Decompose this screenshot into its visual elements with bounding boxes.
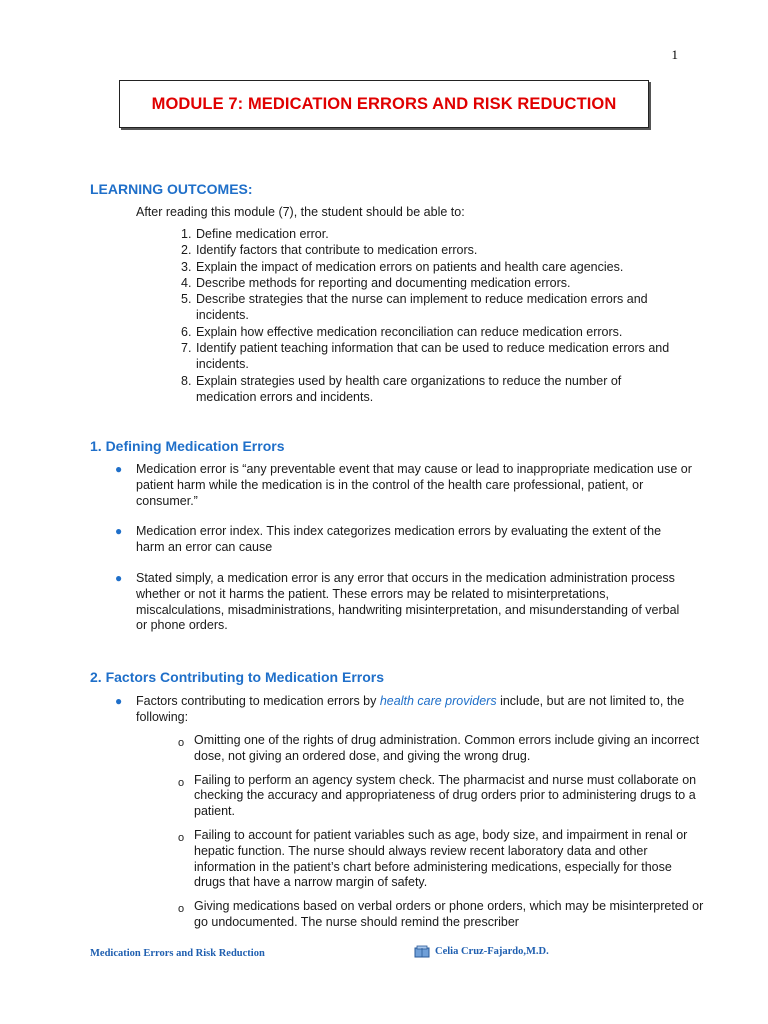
learning-outcomes-list	[181, 226, 681, 405]
circle-bullet-icon: o	[178, 776, 185, 789]
outcome-item	[181, 291, 681, 324]
bullet-item	[112, 462, 692, 509]
outcome-item	[181, 324, 681, 340]
outcome-text: Define medication error.	[196, 227, 329, 241]
circle-bullet-icon: o	[178, 831, 185, 844]
book-icon	[414, 945, 430, 958]
outcome-text: Explain how effective medication reconciliation can reduce medication errors.	[196, 324, 623, 339]
bullet-item	[112, 524, 692, 556]
sub-item-text: Omitting one of the rights of drug administration. Common errors include giving an incorrect dose, not giving an ordered dose, and giving the wrong drug.	[194, 733, 700, 763]
footer-module-title: Medication Errors and Risk Reduction	[90, 948, 265, 959]
outcome-text: Explain the impact of medication errors on patients and health care agencies.	[196, 259, 624, 274]
outcome-text: Identify factors that contribute to medication errors.	[196, 243, 478, 258]
outcome-item	[181, 242, 681, 258]
outcome-text: Identify patient teaching information that can be used to reduce medication errors and incidents.	[196, 341, 670, 372]
bullet-text: Stated simply, a medication error is any error that occurs in the medication administration process whether or not it harms the patient. These errors may be related to misinterpretations, miscalculations, misadministrations, handwriting misinterpretation, and misunderstanding of verbal or phone orders.	[136, 570, 680, 633]
bullet-text-start: Factors contributing to medication errors by	[136, 694, 380, 708]
section-2-heading: 2. Factors Contributing to Medication Errors	[90, 669, 385, 685]
bullet-text: Medication error index. This index categorizes medication errors by evaluating the extent of the harm an error can cause	[136, 524, 662, 555]
outcome-number: 4.	[181, 275, 192, 290]
outcome-text: Describe methods for reporting and documenting medication errors.	[196, 275, 571, 290]
outcome-number: 6.	[181, 324, 192, 339]
sub-item	[176, 828, 706, 891]
sub-item	[176, 899, 706, 931]
bullet-item	[112, 571, 692, 634]
bullet-icon: ●	[115, 570, 123, 585]
section-2-sub-list	[176, 733, 706, 939]
outcome-item	[181, 226, 681, 242]
outcome-number: 8.	[181, 373, 192, 388]
circle-bullet-icon: o	[178, 903, 185, 916]
footer-author-name: Celia Cruz-Fajardo,M.D.	[435, 946, 549, 957]
outcome-text: Explain strategies used by health care organizations to reduce the number of medication errors and incidents.	[196, 373, 622, 404]
page-number: 1	[671, 47, 678, 62]
health-care-providers-link[interactable]: health care providers	[379, 694, 497, 708]
sub-item-text: Failing to perform an agency system check. The pharmacist and nurse must collaborate on checking the accuracy and appropriateness of drug orders prior to administering drugs to a patient.	[194, 772, 697, 819]
outcome-number: 5.	[181, 292, 192, 307]
sub-item-text: Failing to account for patient variables such as age, body size, and impairment in renal or hepatic function. The nurse should always review recent laboratory data and other information in the patient’s chart before administering medications, especially for those drugs that have a narrow margin of safety.	[194, 827, 688, 890]
sub-item-text: Giving medications based on verbal orders or phone orders, which may be misinterpreted or go undocumented. The nurse should remind the prescriber	[194, 899, 704, 929]
outcome-number: 3.	[181, 259, 192, 274]
page-title: MODULE 7: MEDICATION ERRORS AND RISK REDUCTION	[151, 94, 617, 113]
learning-outcomes-intro: After reading this module (7), the student should be able to:	[136, 205, 465, 219]
section-1-heading: 1. Defining Medication Errors	[90, 438, 285, 454]
bullet-text-end: include, but are not limited to, the following:	[136, 694, 685, 724]
bullet-item	[112, 694, 692, 726]
bullet-text: Medication error is “any preventable event that may cause or lead to inappropriate medication use or patient harm while the medication is in the control of the health care professional, patient, or consumer.”	[136, 462, 692, 508]
outcome-number: 2.	[181, 243, 192, 258]
sub-item	[176, 733, 706, 765]
bullet-icon: ●	[115, 694, 123, 708]
outcome-text: Describe strategies that the nurse can implement to reduce medication errors and incidents.	[196, 292, 648, 323]
bullet-icon: ●	[115, 524, 123, 539]
outcome-item	[181, 373, 681, 406]
outcome-number: 7.	[181, 341, 192, 356]
outcome-number: 1.	[181, 227, 192, 241]
sub-item	[176, 773, 706, 820]
title-box	[119, 80, 649, 128]
bullet-icon: ●	[115, 462, 123, 476]
learning-outcomes-heading: LEARNING OUTCOMES:	[90, 181, 253, 197]
section-1-bullets	[112, 462, 692, 649]
circle-bullet-icon: o	[178, 737, 185, 749]
outcome-item	[181, 340, 681, 373]
footer-author	[414, 945, 549, 958]
outcome-item	[181, 275, 681, 291]
outcome-item	[181, 259, 681, 275]
